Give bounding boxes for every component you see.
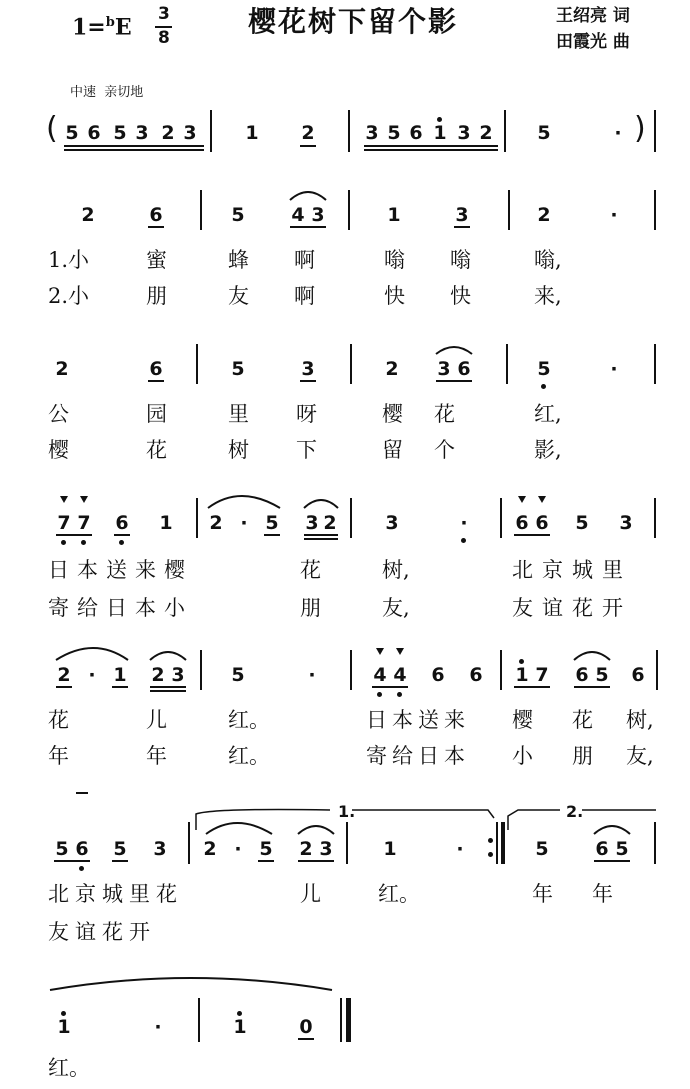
volta-first-label: 1. [338,802,356,821]
lyric: 友谊花开 [512,596,632,620]
note: · [240,512,248,534]
lyric: 朋 [300,596,321,620]
note: 5 [113,122,127,144]
lyric: 1.小 [48,248,90,272]
lyric: 树, [382,558,410,582]
lyric: 快 [384,284,405,308]
lyric: 啊 [294,284,315,308]
lyric: 公 [48,402,69,426]
slur [206,823,272,834]
lyric: 树 [228,438,249,462]
note: 7 [535,664,549,686]
note: 3 [171,664,185,686]
slur [298,826,334,834]
note: 2 [385,358,399,380]
volta-second-label: 2. [566,802,584,821]
note: 0 [299,1016,313,1038]
note: 2 [537,204,551,226]
note: 2 [57,664,71,686]
key-note: E [114,14,132,41]
note: 1 [387,204,401,226]
lyric: 友 [228,284,249,308]
note: 1 [515,664,529,686]
note: 1 [245,122,259,144]
note: 3 [153,838,167,860]
note: 6 [515,512,529,534]
note: 1 [113,664,127,686]
note: 5 [615,838,629,860]
lyric: 朋 [572,744,593,768]
lyric: 蜂 [228,248,249,272]
note: 3 [301,358,315,380]
key-prefix: 1= [72,14,106,41]
note: 5 [575,512,589,534]
note: · [234,838,242,860]
note: 5 [595,664,609,686]
note: 6 [409,122,423,144]
note: 4 [291,204,305,226]
lyric: 影, [534,438,562,462]
note: 1 [433,122,447,144]
lyric: 快 [450,284,471,308]
lyric: 年 [146,744,167,768]
lyric: 花 [572,708,593,732]
note: 2 [55,358,69,380]
note: 6 [149,358,163,380]
lyric: 年 [532,882,553,906]
lyric: 2.小 [48,284,90,308]
note: 2 [161,122,175,144]
lyric: 蜜 [146,248,167,272]
note: 7 [57,512,71,534]
lyric: 花 [300,558,321,582]
note: 2 [323,512,337,534]
lyric: 下 [296,438,317,462]
lyric: 红。 [48,1056,90,1080]
note: 2 [299,838,313,860]
note: 5 [387,122,401,144]
note: 6 [631,664,645,686]
note: 3 [305,512,319,534]
lyric: 花 [48,708,69,732]
lyric: 嗡 [384,248,405,272]
note: 5 [265,512,279,534]
note: 5 [55,838,69,860]
slur [304,500,338,508]
note: 3 [619,512,633,534]
lyric: 友, [382,596,410,620]
lyric: 寄给日本小 [48,596,193,620]
lyric: 儿 [146,708,167,732]
lyric: 日本送来 [366,708,470,732]
note: 4 [373,664,387,686]
note: 3 [311,204,325,226]
note: 6 [457,358,471,380]
note: 1 [233,1016,247,1038]
slur [208,496,280,508]
note: 3 [385,512,399,534]
note: 1 [383,838,397,860]
lyric: 樱 [382,402,403,426]
note: 6 [595,838,609,860]
note: 5 [537,122,551,144]
note: 5 [231,664,245,686]
note: 2 [203,838,217,860]
slur [150,652,186,660]
note: · [456,838,464,860]
note: 2 [479,122,493,144]
note: 5 [535,838,549,860]
note: 7 [77,512,91,534]
intro-close-paren: ) [634,111,646,146]
volta-second-bracket [508,810,656,830]
lyric: 樱 [48,438,69,462]
lyricist: 王绍亮 词 [556,6,630,26]
lyric: 北京城里 [512,558,632,582]
intro-open-paren: ( [46,111,58,146]
note: 6 [431,664,445,686]
slur [56,648,128,660]
note: · [308,664,316,686]
note: 6 [469,664,483,686]
note: · [610,358,618,380]
lyric: 花 [434,402,455,426]
note: 5 [113,838,127,860]
lyric: 树, [626,708,654,732]
note: 3 [457,122,471,144]
lyric: 友, [626,744,654,768]
note: 6 [75,838,89,860]
lyric: 里 [228,402,249,426]
note: 1 [57,1016,71,1038]
note: · [460,512,468,534]
lyric: 嗡, [534,248,562,272]
note: · [154,1016,162,1038]
lyric: 红。 [228,708,270,732]
note: 4 [393,664,407,686]
note: 5 [231,204,245,226]
slur [290,192,326,200]
note: 6 [535,512,549,534]
tie [50,978,332,990]
song-title: 樱花树下留个影 [248,5,459,38]
lyric: 寄给日本 [366,744,470,768]
lyric: 年 [48,744,69,768]
lyric: 来, [534,284,562,308]
lyric: 小 [512,744,533,768]
lyric: 年 [592,882,613,906]
note: 3 [365,122,379,144]
slur [574,652,610,660]
tempo-marking: 中速 亲切地 [70,85,144,100]
note: 2 [81,204,95,226]
note: 5 [537,358,551,380]
note: 6 [575,664,589,686]
lyric: 樱 [512,708,533,732]
note: 3 [135,122,149,144]
note: 3 [455,204,469,226]
note: · [610,204,618,226]
lyric: 北京城里花 [48,882,183,906]
lyric: 啊 [294,248,315,272]
note: · [614,122,622,144]
lyric: 友谊花开 [48,920,156,944]
note: 2 [209,512,223,534]
lyric: 日本送来樱 [48,558,193,582]
lyric: 儿 [300,882,321,906]
lyric: 朋 [146,284,167,308]
note: 5 [65,122,79,144]
lyric: 呀 [296,402,317,426]
note: · [88,664,96,686]
note: 6 [115,512,129,534]
note: 1 [159,512,173,534]
lyric: 嗡 [450,248,471,272]
lyric: 红, [534,402,562,426]
lyric: 花 [146,438,167,462]
note: 2 [301,122,315,144]
note: 6 [87,122,101,144]
lyric: 园 [146,402,167,426]
lyric: 红。 [228,744,270,768]
lyric: 红。 [378,882,420,906]
time-signature-bottom: 8 [158,28,170,48]
note: 3 [319,838,333,860]
lyric: 留 [382,438,403,462]
note: 3 [183,122,197,144]
slur [594,826,630,834]
note: 5 [259,838,273,860]
composer: 田霞光 曲 [556,32,630,52]
key-flat: b [105,15,115,30]
note: 6 [149,204,163,226]
note: 2 [151,664,165,686]
time-signature-top: 3 [158,4,170,24]
note: 3 [437,358,451,380]
volta-first-bracket [196,810,494,831]
note: 5 [231,358,245,380]
slur [436,347,472,354]
lyric: 个 [434,438,455,462]
